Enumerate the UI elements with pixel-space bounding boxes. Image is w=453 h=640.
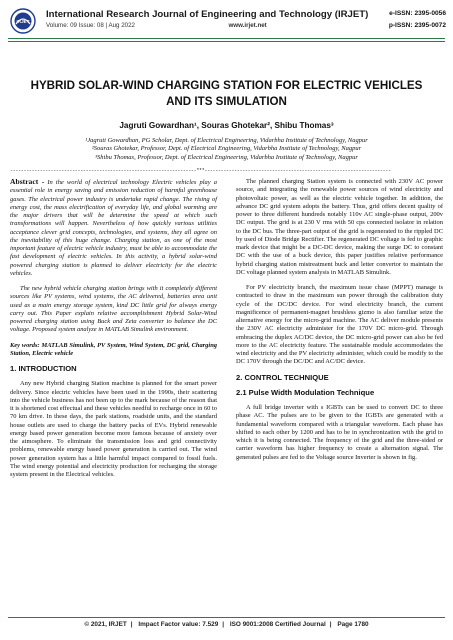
footer-iso: ISO 9001:2008 Certified Journal (229, 621, 326, 628)
journal-title: International Research Journal of Engineering and Technology (IRJET) (46, 9, 369, 20)
volume-line (46, 22, 267, 29)
logo-text: IRJET (16, 19, 30, 24)
body-paragraph-3: A full bridge inverter with s IGBTs can be used to convert DC to three phase AC. The pulses are to be given to the IGBTs are generated with a fundamental waveform compared with a triangular waveform. Each phase has shifted to each other by 1200 and has to be in synchronization with the grid to which it is being connected. The frequency of the grid and the three-sided or carrier waveform has higher frequency to create a alternation signal. The generated pulses are fed to the Voltage source Inverter is shown in fig. (236, 404, 443, 461)
introduction-paragraph: Any new Hybrid charging Station machine is planned for the smart power delivery. Since electric vehicles have been used in the 1990s, their scattering into the vehicle business has not been up to the mark because of the reason that it is shortened cost effectual and these vehicles needful to recharge once in 60 to 70 km drive. In these days, the park stations, roadside units, and the standard house outlets are used to charge the battery packs of EVs. Hybrid renewable energy based power generation become more famous because of anxiety over the atmosphere. To eliminate the transmission loss and grid connectivity problems, renewable energy based power generation is carried out. The wind power generation system has a little harmful impact compared to fossil fuels. The wind energy potential and electricity production for recharging the storage system present in the Electrical vehicles. (10, 380, 217, 478)
header-rule-thin (8, 41, 445, 42)
keywords (10, 342, 217, 359)
keywords-label: Key words: (10, 341, 40, 349)
page-footer: © 2021, IRJET | Impact Factor value: 7.529 | ISO 9001:2008 Certified Journal | Page 1780 (84, 621, 369, 628)
volume-issue: Volume: 09 Issue: 08 | Aug 2022 (46, 22, 135, 29)
body-paragraph-1: The planned charging Station system is connected with 230V AC power source, and integrating the renewable power sources of wind electricity and photovoltaic power, as well as the electric vehicle together. In addition, the advance DC grid system adopts the battery. Thus, grid offers decent quality of power to three different hundreds notably 110v AC single-phase output, 200v DC output. The grid is at 230 V rms with 50 cps connected isolator in relation to the DC bus. The three-part output of the grid is regenerated to the rippled DC by used of Diode Bridge Rectifier. The regenerated DC voltage is fed to graphic mark device that might be a DC-DC device, making the surge DC to constant DC with the use of a buck device, this paper justifies relative performance hybrid charging station mistreatment buck and letter convertor to maintain the DC voltage planned system analysis in MATLAB Simulink. (236, 178, 443, 276)
abstract-paragraph (10, 178, 217, 278)
journal-header (8, 8, 446, 34)
header-rule (8, 38, 445, 39)
affiliation-1: ¹Jagruti Gowardhan, PG Scholar, Dept. of Electrical Engineering, Vidarbha Institute of Technology, Nagpur (85, 137, 368, 144)
p-issn: p-ISSN: 2395-0072 (388, 22, 446, 29)
pwm-heading: 2.1 Pulse Width Modulation Technique (236, 387, 375, 397)
keywords-text: MATLAB Simulink, PV System, Wind System, DC grid, Charging Station, Electric vehicle (10, 341, 217, 357)
paper-authors: Jagruti Gowardhan¹, Souras Ghotekar², Shibu Thomas³ (119, 121, 334, 130)
section-separator: ---------------------------------------------------------------------***--------------------------------------------------------------------- (10, 168, 391, 174)
paper-title: HYBRID SOLAR-WIND CHARGING STATION FOR ELECTRIC VEHICLES AND ITS SIMULATION (30, 79, 423, 108)
footer-rule (8, 617, 445, 618)
introduction-heading: 1. INTRODUCTION (10, 364, 77, 373)
journal-website[interactable]: www.irjet.net (228, 22, 267, 29)
affiliation-3: ³Shibu Thomas, Professor, Dept. of Electrical Engineering, Vidarbha Institute of Technology, Nagpur (95, 153, 358, 161)
abstract-paragraph-2: The new hybrid vehicle charging station brings with it completely different sources like PV systems, wind systems, the AC delivered, batteries area unit used as a main energy storage system, kind DC little grid for always energy carry out. This Paper explain relative accomplishment Hybrid Solar-Wind powered charging station using Buck and Zeta converter to balance the DC voltage. Proposed system analyze in MATLAB Simulink environment. (10, 285, 217, 334)
footer-copyright: © 2021, IRJET (84, 621, 127, 628)
footer-page-number: Page 1780 (337, 621, 369, 628)
author-affiliations (20, 137, 433, 162)
right-column (236, 178, 443, 469)
abstract-label: Abstract - (10, 177, 45, 186)
affiliation-2: ²Souras Ghotekar, Professor, Dept. of Electrical Engineering, Vidarbha Institute of Technology, Nagpur (91, 145, 362, 153)
control-technique-heading: 2. CONTROL TECHNIQUE (236, 372, 329, 382)
left-column (10, 178, 217, 486)
body-paragraph-2: For PV electricity branch, the maximum issue chase (MPPT) manage is contracted to draw in the maximum sun power through the calibration duty cycle of the DC/DC device. For wind electricity branch, the current magnificence of permanent-magnet brushless gizmo is also familiar seize the alternative energy for the micro-grid machine. The AC deliver module presents the 230V AC electricity administer for the 170V DC micro-grid. Through embracing the duplex AC/DC device, the DC micro-grid power can also be fed more to the AC electricity feature. The sustainable module accommodates the wind electricity and the PV electricity administer, which could be modify to the DC 170V through the DC/DC and AC/DC device. (236, 284, 443, 366)
irjet-logo (10, 8, 36, 34)
abstract-text: In the world of electrical technology Electric vehicles play a essential role in energy saving and emission reduction of harmful greenhouse gases. The electrical power industry is undertake rapid change. The rising of energy cost, the mass electrification of everyday life, and global warming are the major drivers that will be determine the speed at which such transformations will happen. Nevertheless of how quickly various utilities acceptance clever grid concepts, technologies, and systems, they all agree on the inevitability of this huge change. Charging station, as one of the most important feature of electric vehicle industry, must be able to accommodate the fast development of electric vehicles. In this activity, a hybrid solar-wind powered charging station is planned to deliver electricity for the electric vehicles. (10, 179, 218, 277)
e-issn: e-ISSN: 2395-0056 (389, 10, 446, 17)
footer-impact-factor: Impact Factor value: 7.529 (138, 621, 219, 628)
